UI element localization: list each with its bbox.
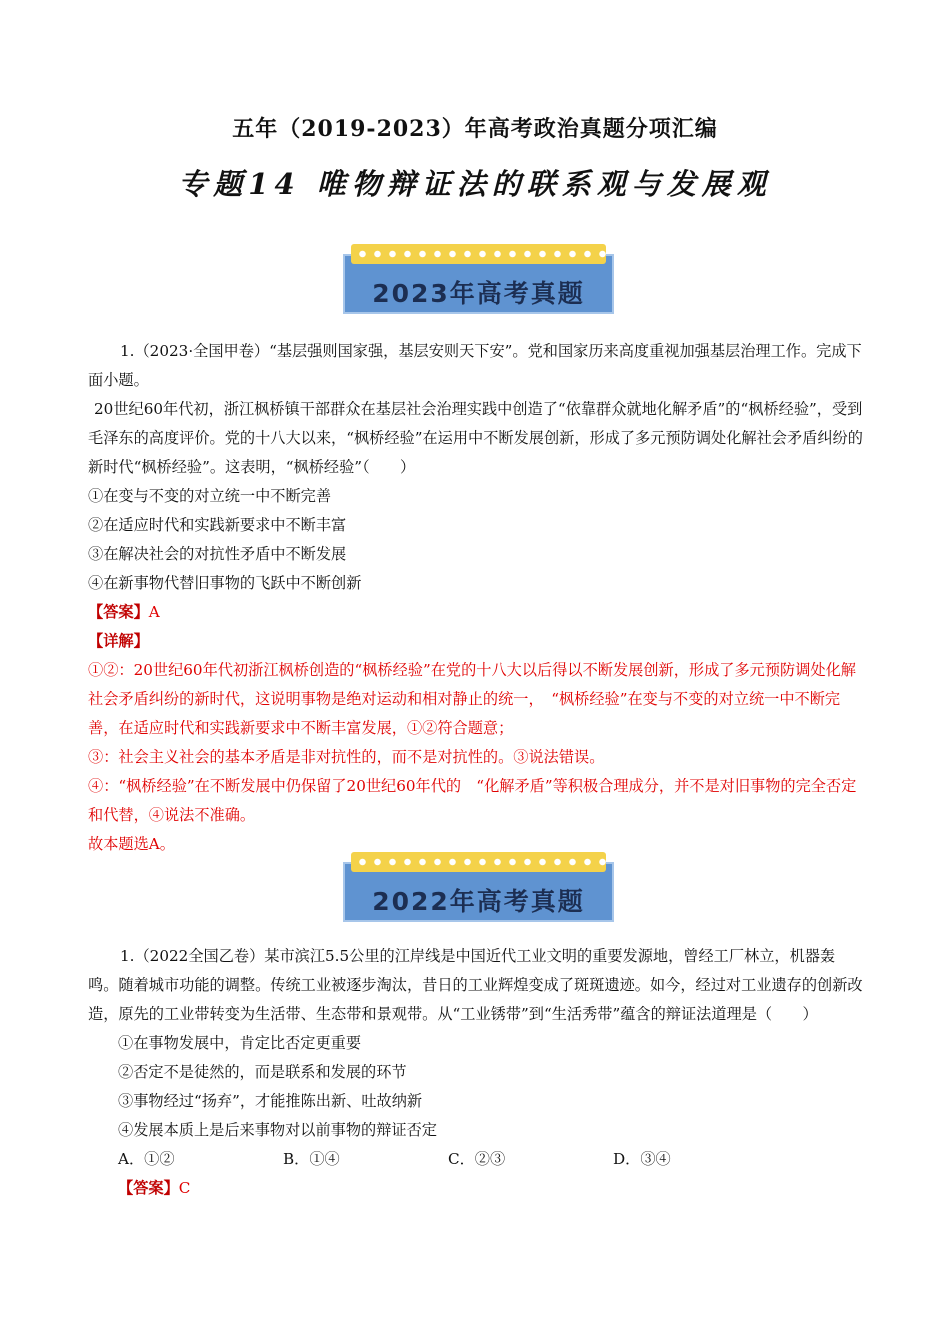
option-3: ③事物经过“扬弃”，才能推陈出新、吐故纳新 xyxy=(118,1092,423,1110)
answer-tag: 【答案】 xyxy=(88,603,149,621)
question-material: 20世纪60年代初，浙江枫桥镇干部群众在基层社会治理实践中创造了“依靠群众就地化解矛盾”的“枫桥经验”，受到毛泽东的高度评价。党的十八大以来，“枫桥经验”在运用中不断发展创新，形成了多元预防调处化解社会矛盾纠纷的新时代“枫桥经验”。这表明，“枫桥经验”（ ） xyxy=(88,400,863,476)
banner-ribbon xyxy=(351,244,606,264)
choice-d: D．③④ xyxy=(613,1150,671,1168)
answer-line xyxy=(88,1174,864,1203)
choice-a: A．①② xyxy=(118,1150,175,1168)
question-2023-1 xyxy=(88,337,864,859)
question-stem: 1.（2022全国乙卷）某市滨江5.5公里的江岸线是中国近代工业文明的重要发源地，曾经工厂林立，机器轰鸣。随着城市功能的调整。传统工业被逐步淘汰，昔日的工业辉煌变成了斑斑遗迹。如今，经过对工业遗存的创新改造，原先的工业带转变为生活带、生态带和景观带。从“工业锈带”到“生活秀带”蕴含的辩证法道理是（ ） xyxy=(88,947,863,1023)
section-banner-2022 xyxy=(343,862,614,922)
choice-b: B．①④ xyxy=(283,1150,340,1168)
answer-value: C xyxy=(178,1179,191,1197)
option-2: ②否定不是徒然的，而是联系和发展的环节 xyxy=(118,1063,407,1081)
answer-tag: 【答案】 xyxy=(118,1179,179,1197)
detail-line xyxy=(88,627,864,656)
answer-value: A xyxy=(148,603,160,621)
banner-label: 2022年高考真题 xyxy=(372,887,585,916)
option-1: ①在事物发展中，肯定比否定更重要 xyxy=(118,1034,361,1052)
choice-c: C．②③ xyxy=(448,1150,506,1168)
analysis-1: ①②：20世纪60年代初浙江枫桥创造的“枫桥经验”在党的十八大以后得以不断发展创新，形成了多元预防调处化解社会矛盾纠纷的新时代，这说明事物是绝对运动和相对静止的统一， “枫桥经验”在变与不变的对立统一中不断完善，在适应时代和实践新要求中不断丰富发展，①②符合题意； xyxy=(88,661,856,737)
option-2: ②在适应时代和实践新要求中不断丰富 xyxy=(88,516,347,534)
question-stem: 1.（2023·全国甲卷）“基层强则国家强，基层安则天下安”。党和国家历来高度重视加强基层治理工作。完成下面小题。 xyxy=(88,342,862,389)
banner-label: 2023年高考真题 xyxy=(372,279,585,308)
page-subtitle: 专题14 唯物辩证法的联系观与发展观 xyxy=(178,167,772,201)
answer-line xyxy=(88,598,864,627)
page-title: 五年（2019-2023）年高考政治真题分项汇编 xyxy=(232,116,718,142)
conclusion: 故本题选A。 xyxy=(88,835,175,853)
analysis-2: ③：社会主义社会的基本矛盾是非对抗性的，而不是对抗性的。③说法错误。 xyxy=(88,748,605,766)
choice-row xyxy=(88,1145,864,1174)
question-2022-1 xyxy=(88,942,864,1203)
detail-tag: 【详解】 xyxy=(88,632,149,650)
option-3: ③在解决社会的对抗性矛盾中不断发展 xyxy=(88,545,347,563)
section-banner-2023 xyxy=(343,254,614,314)
analysis-3: ④：“枫桥经验”在不断发展中仍保留了20世纪60年代的 “化解矛盾”等积极合理成分，并不是对旧事物的完全否定和代替，④说法不准确。 xyxy=(88,777,857,824)
option-1: ①在变与不变的对立统一中不断完善 xyxy=(88,487,331,505)
option-4: ④发展本质上是后来事物对以前事物的辩证否定 xyxy=(118,1121,437,1139)
banner-ribbon xyxy=(351,852,606,872)
option-4: ④在新事物代替旧事物的飞跃中不断创新 xyxy=(88,574,362,592)
